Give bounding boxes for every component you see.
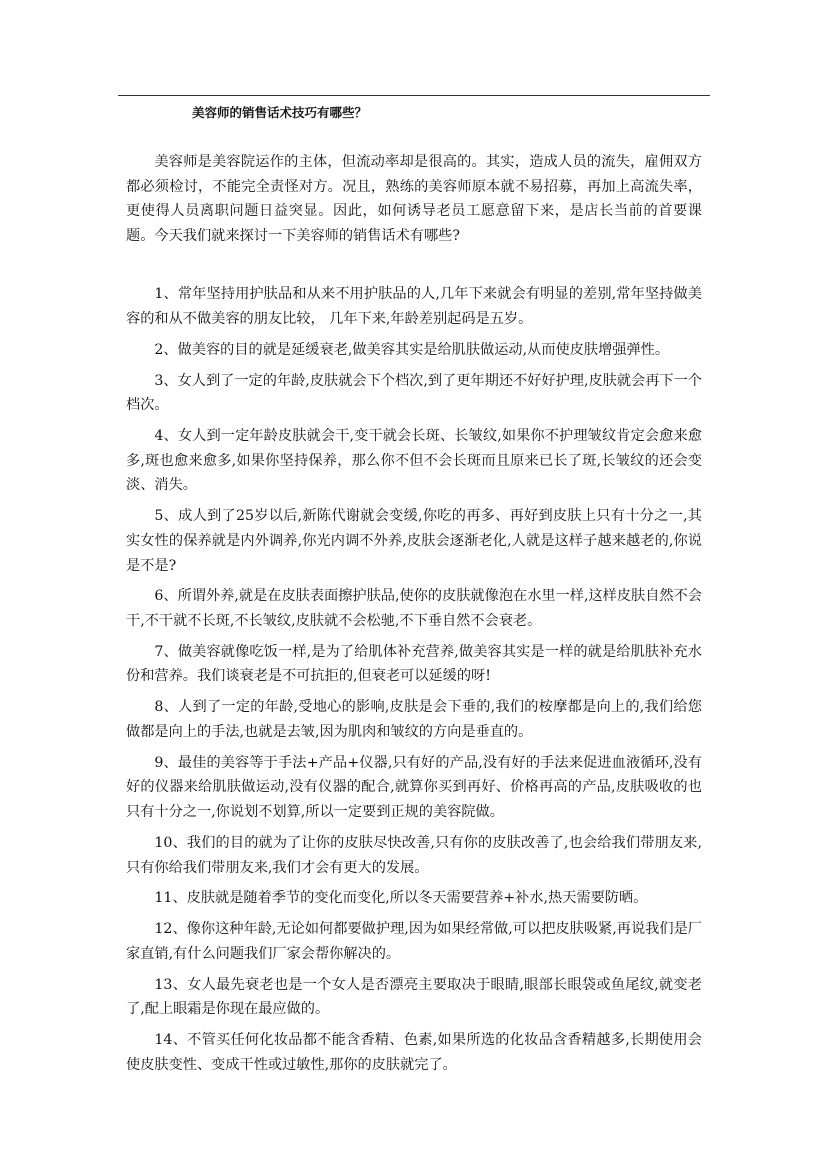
tip-paragraph-2: 2、做美容的目的就是延缓衰老,做美容其实是给肌肤做运动,从而使皮肤增强弹性。 — [154, 341, 670, 358]
tip-paragraph-7: 7、做美容就像吃饭一样,是为了给肌体补充营养,做美容其实是一样的就是给肌肤补充水份和营养。我们谈衰老是不可抗拒的,但衰老可以延缓的呀! — [126, 643, 702, 685]
tip-paragraph-10: 10、我们的目的就为了让你的皮肤尽快改善,只有你的皮肤改善了,也会给我们带朋友来,只有你给我们带朋友来,我们才会有更大的发展。 — [126, 834, 702, 876]
document-title: 美容师的销售话术技巧有哪些？ — [192, 105, 368, 120]
tip-paragraph-3: 3、女人到了一定的年龄,皮肤就会下个档次,到了更年期还不好好护理,皮肤就会再下一个档次。 — [126, 372, 702, 414]
tip-paragraph-11: 11、皮肤就是随着季节的变化而变化,所以冬天需要营养+补水,热天需要防晒。 — [154, 890, 648, 907]
tip-paragraph-1: 1、常年坚持用护肤品和从来不用护肤品的人,几年下来就会有明显的差别,常年坚持做美容的和从不做美容的朋友比较， 几年下来,年龄差别起码是五岁。 — [126, 286, 702, 327]
tip-paragraph-6: 6、所谓外养,就是在皮肤表面擦护肤品,使你的皮肤就像泡在水里一样,这样皮肤自然不会干,不干就不长斑,不长皱纹,皮肤就不会松驰,不下垂自然不会衰老。 — [126, 588, 702, 629]
tip-paragraph-4: 4、女人到一定年龄皮肤就会干,变干就会长斑、长皱纹,如果你不护理皱纹肯定会愈来愈多,斑也愈来愈多,如果你坚持保养，那么你不但不会长斑而且原来已长了斑,长皱纹的还会变淡、消失。 — [126, 428, 702, 494]
tip-paragraph-5: 5、成人到了25岁以后,新陈代谢就会变缓,你吃的再多、再好到皮肤上只有十分之一,其实女性的保养就是内外调养,你光内调不外养,皮肤会逐渐老化,人就是这样子越来越老的,你说是不是? — [126, 508, 702, 574]
header-rule — [118, 95, 710, 96]
tip-paragraph-9: 9、最佳的美容等于手法+产品+仪器,只有好的产品,没有好的手法来促进血液循环,没有好的仪器来给肌肤做运动,没有仪器的配合,就算你买到再好、价格再高的产品,皮肤吸收的也只有十分之一,你说划不划算,所以一定要到正规的美容院做。 — [126, 754, 702, 821]
tip-paragraph-13: 13、女人最先衰老也是一个女人是否漂亮主要取决于眼睛,眼部长眼袋或鱼尾纹,就变老了,配上眼霜是你现在最应做的。 — [126, 976, 702, 1018]
tip-paragraph-12: 12、像你这种年龄,无论如何都要做护理,因为如果经常做,可以把皮肤吸紧,再说我们是厂家直销,有什么问题我们厂家会帮你解决的。 — [126, 921, 702, 962]
tip-paragraph-8: 8、人到了一定的年龄,受地心的影响,皮肤是会下垂的,我们的桉摩都是向上的,我们给您做都是向上的手法,也就是去皱,因为肌肉和皱纹的方向是垂直的。 — [126, 699, 702, 740]
tip-paragraph-14: 14、不管买任何化妆品都不能含香精、色素,如果所选的化妆品含香精越多,长期使用会使皮肤变性、变成干性或过敏性,那你的皮肤就完了。 — [126, 1032, 702, 1073]
intro-paragraph: 美容师是美容院运作的主体，但流动率却是很高的。其实，造成人员的流失，雇佣双方都必须检讨，不能完全责怪对方。况且，熟练的美容师原本就不易招募，再加上高流失率，更使得人员离职问题日益突显。因此，如何诱导老员工愿意留下来，是店长当前的首要课题。今天我们就来探讨一下美容师的销售话术有哪些? — [126, 154, 702, 244]
document-body — [126, 150, 702, 1084]
